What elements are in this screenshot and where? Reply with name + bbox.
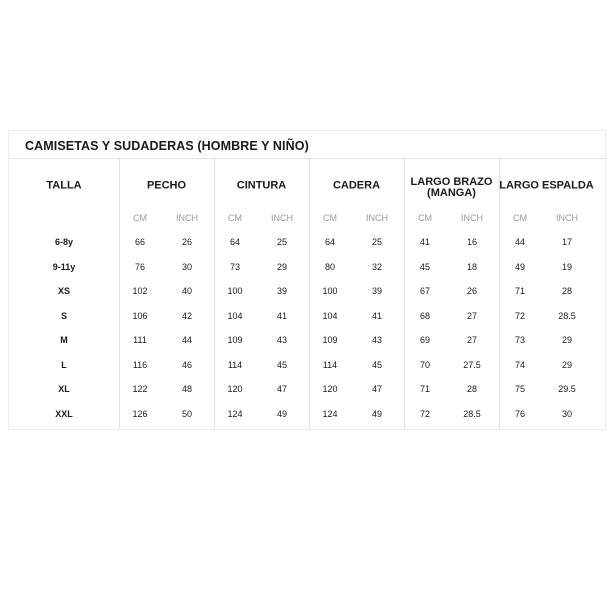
title-divider <box>9 158 605 159</box>
cell-inch-value: 28.5 <box>463 408 481 419</box>
unit-inch: INCH <box>366 213 388 223</box>
cell-inch-value: 42 <box>181 310 193 321</box>
cell-inch-value: 41 <box>371 310 383 321</box>
unit-cm: CM <box>323 213 337 223</box>
cell-cm-value: 120 <box>227 384 243 394</box>
cell-inch-value: 29 <box>276 261 288 272</box>
row-size-label: XXL <box>55 408 73 419</box>
unit-cm: CM <box>228 213 242 223</box>
cell-cm-value: 109 <box>227 335 243 345</box>
cell-cm-value: 72 <box>419 408 431 419</box>
cell-inch-value: 41 <box>276 310 288 321</box>
row-size-label: L <box>61 359 67 370</box>
row-size-label: XL <box>58 384 70 394</box>
cell-cm-value: 106 <box>132 310 148 321</box>
column-divider <box>119 158 120 429</box>
cell-cm-value: 64 <box>229 237 241 247</box>
cell-cm-value: 114 <box>322 359 338 370</box>
cell-cm-value: 80 <box>324 261 336 272</box>
cell-inch-value: 39 <box>371 286 383 296</box>
cell-cm-value: 67 <box>419 286 431 296</box>
cell-inch-value: 29 <box>561 359 573 370</box>
cell-cm-value: 64 <box>324 237 336 247</box>
cell-cm-value: 116 <box>132 359 148 370</box>
cell-cm-value: 120 <box>322 384 338 394</box>
cell-cm-value: 104 <box>227 310 243 321</box>
unit-cm: CM <box>513 213 527 223</box>
cell-cm-value: 75 <box>514 384 526 394</box>
cell-inch-value: 25 <box>276 237 288 247</box>
cell-cm-value: 68 <box>419 310 431 321</box>
cell-cm-value: 102 <box>132 286 148 296</box>
cell-cm-value: 45 <box>419 261 431 272</box>
row-size-label: XS <box>57 286 71 296</box>
cell-cm-value: 74 <box>514 359 526 370</box>
cell-inch-value: 30 <box>561 408 573 419</box>
cell-inch-value: 44 <box>181 335 193 345</box>
unit-inch: INCH <box>461 213 483 223</box>
cell-inch-value: 17 <box>561 237 573 247</box>
unit-cm: CM <box>418 213 432 223</box>
cell-inch-value: 49 <box>276 408 288 419</box>
cell-inch-value: 32 <box>371 261 383 272</box>
cell-inch-value: 39 <box>276 286 288 296</box>
cell-cm-value: 122 <box>132 384 148 394</box>
cell-cm-value: 109 <box>322 335 338 345</box>
cell-inch-value: 30 <box>181 261 193 272</box>
cell-inch-value: 26 <box>181 237 193 247</box>
cell-inch-value: 18 <box>466 261 478 272</box>
cell-cm-value: 49 <box>514 261 526 272</box>
cell-cm-value: 76 <box>134 261 146 272</box>
cell-cm-value: 76 <box>514 408 526 419</box>
cell-inch-value: 47 <box>276 384 288 394</box>
cell-inch-value: 49 <box>371 408 383 419</box>
cell-inch-value: 48 <box>181 384 193 394</box>
table-title: CAMISETAS Y SUDADERAS (HOMBRE Y NIÑO) <box>25 139 309 153</box>
cell-cm-value: 104 <box>322 310 338 321</box>
cell-inch-value: 43 <box>276 335 288 345</box>
cell-cm-value: 124 <box>227 408 243 419</box>
cell-cm-value: 124 <box>322 408 338 419</box>
column-divider <box>404 158 405 429</box>
cell-inch-value: 29.5 <box>558 384 576 394</box>
cell-inch-value: 27.5 <box>463 359 481 370</box>
cell-inch-value: 45 <box>276 359 288 370</box>
row-size-label: 6-8y <box>54 237 74 247</box>
row-size-label: 9-11y <box>52 261 76 272</box>
column-divider <box>309 158 310 429</box>
cell-inch-value: 16 <box>466 237 478 247</box>
cell-inch-value: 43 <box>371 335 383 345</box>
unit-inch: INCH <box>556 213 578 223</box>
cell-inch-value: 25 <box>371 237 383 247</box>
cell-inch-value: 40 <box>181 286 193 296</box>
cell-cm-value: 44 <box>514 237 526 247</box>
cell-cm-value: 41 <box>419 237 431 247</box>
cell-inch-value: 29 <box>561 335 573 345</box>
header-group: LARGO ESPALDA <box>499 179 594 192</box>
header-talla: TALLA <box>46 179 82 192</box>
cell-cm-value: 100 <box>322 286 338 296</box>
cell-inch-value: 28.5 <box>558 310 576 321</box>
cell-cm-value: 73 <box>514 335 526 345</box>
cell-inch-value: 47 <box>371 384 383 394</box>
size-chart-card <box>8 130 606 430</box>
cell-inch-value: 27 <box>466 310 478 321</box>
cell-cm-value: 70 <box>419 359 431 370</box>
cell-cm-value: 111 <box>133 335 147 345</box>
row-size-label: M <box>60 335 68 345</box>
header-group: PECHO <box>146 179 187 192</box>
column-divider <box>499 158 500 429</box>
cell-cm-value: 71 <box>419 384 431 394</box>
cell-inch-value: 45 <box>371 359 383 370</box>
cell-inch-value: 46 <box>181 359 193 370</box>
unit-cm: CM <box>133 213 147 223</box>
cell-cm-value: 69 <box>419 335 431 345</box>
header-group: LARGO BRAZO (MANGA) <box>410 176 493 199</box>
cell-cm-value: 100 <box>227 286 243 296</box>
cell-inch-value: 19 <box>561 261 573 272</box>
cell-inch-value: 27 <box>466 335 478 345</box>
cell-cm-value: 71 <box>514 286 526 296</box>
cell-inch-value: 28 <box>561 286 573 296</box>
cell-cm-value: 126 <box>132 408 148 419</box>
header-group: CADERA <box>332 179 381 192</box>
column-divider <box>214 158 215 429</box>
cell-cm-value: 73 <box>229 261 241 272</box>
row-size-label: S <box>60 310 68 321</box>
header-group: CINTURA <box>236 179 287 192</box>
cell-inch-value: 28 <box>466 384 478 394</box>
unit-inch: INCH <box>271 213 293 223</box>
cell-inch-value: 26 <box>466 286 478 296</box>
cell-cm-value: 72 <box>514 310 526 321</box>
cell-cm-value: 114 <box>227 359 243 370</box>
unit-inch: INCH <box>176 213 198 223</box>
cell-inch-value: 50 <box>181 408 193 419</box>
cell-cm-value: 66 <box>134 237 146 247</box>
